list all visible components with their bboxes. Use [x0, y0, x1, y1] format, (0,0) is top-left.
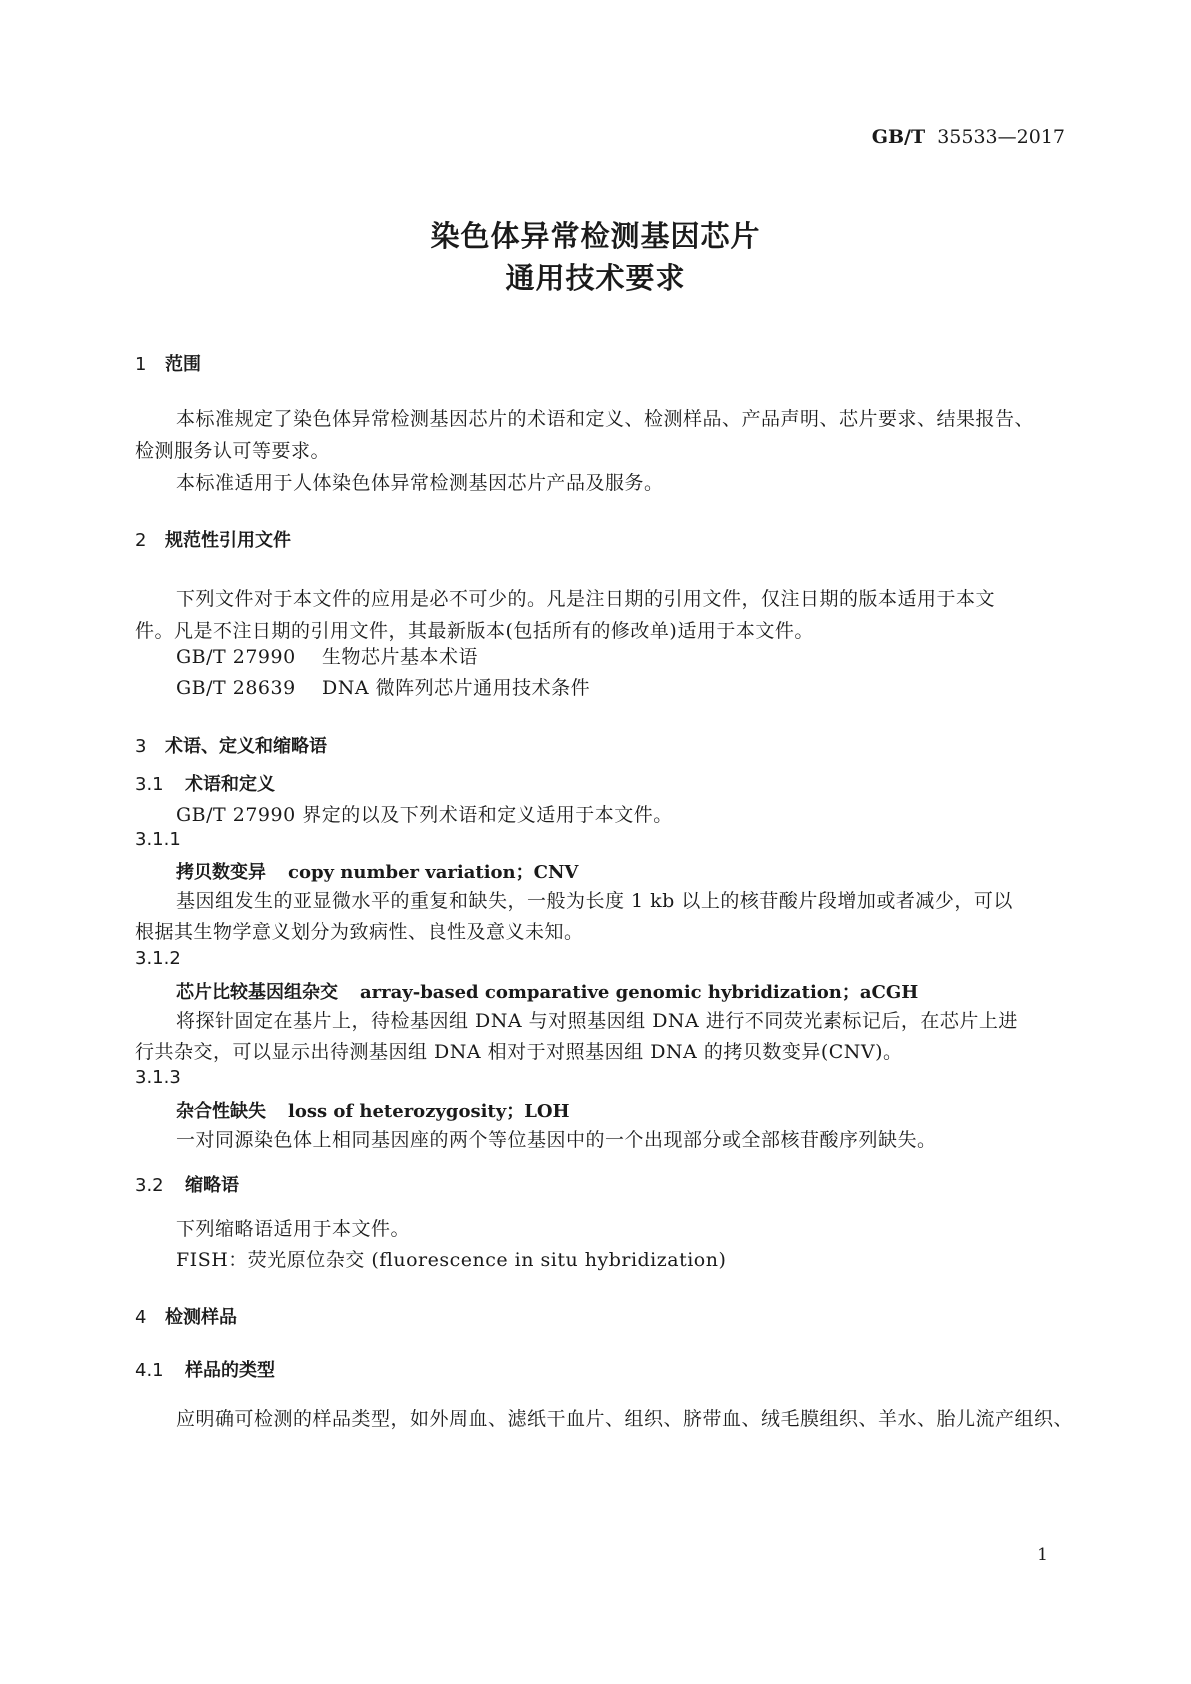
term-definition: 一对同源染色体上相同基因座的两个等位基因中的一个出现部分或全部核苷酸序列缺失。 [176, 1129, 937, 1151]
paragraph: GB/T 27990 界定的以及下列术语和定义适用于本文件。 [176, 804, 673, 826]
term-number: 3.1.3 [135, 1067, 181, 1088]
term-chinese: 拷贝数变异 [176, 862, 266, 883]
section-title: 术语、定义和缩略语 [165, 736, 327, 757]
term-definition: 将探针固定在基片上，待检基因组 DNA 与对照基因组 DNA 进行不同荧光素标记后，在芯片上进 [176, 1010, 1018, 1032]
section-title: 范围 [165, 354, 201, 375]
document-title-line2: 通用技术要求 [505, 261, 686, 295]
term-heading [176, 978, 918, 1004]
subsection-3-1-heading [135, 770, 275, 796]
term-definition: 行共杂交，可以显示出待测基因组 DNA 相对于对照基因组 DNA 的拷贝数变异(CNV)。 [135, 1041, 903, 1063]
subsection-number: 3.1 [135, 774, 164, 795]
paragraph: 本标准规定了染色体异常检测基因芯片的术语和定义、检测样品、产品声明、芯片要求、结果报告、 [176, 408, 1035, 430]
section-3-heading [135, 732, 327, 758]
standard-prefix: GB/T [871, 126, 926, 148]
section-number: 3 [135, 736, 147, 757]
section-2-heading [135, 526, 291, 552]
standard-code: 35533—2017 [937, 126, 1065, 148]
subsection-title: 术语和定义 [185, 774, 275, 795]
subsection-title: 缩略语 [185, 1175, 239, 1196]
section-number: 2 [135, 530, 147, 551]
paragraph: 下列文件对于本文件的应用是必不可少的。凡是注日期的引用文件，仅注日期的版本适用于本文 [176, 588, 996, 610]
section-number: 4 [135, 1307, 147, 1328]
paragraph: 本标准适用于人体染色体异常检测基因芯片产品及服务。 [176, 472, 664, 494]
abbreviation: FISH：荧光原位杂交 (fluorescence in situ hybridization) [176, 1249, 727, 1271]
section-1-heading [135, 350, 201, 376]
subsection-title: 样品的类型 [185, 1360, 275, 1381]
reference-title: 生物芯片基本术语 [322, 646, 479, 668]
subsection-number: 4.1 [135, 1360, 164, 1381]
term-heading [176, 1097, 570, 1123]
reference-title: DNA 微阵列芯片通用技术条件 [322, 677, 591, 699]
reference-code: GB/T 28639 [176, 677, 296, 699]
normative-reference [176, 673, 590, 700]
term-english: array-based comparative genomic hybridization；aCGH [360, 982, 919, 1003]
section-title: 规范性引用文件 [165, 530, 291, 551]
term-english: copy number variation；CNV [288, 862, 579, 883]
term-definition: 基因组发生的亚显微水平的重复和缺失，一般为长度 1 kb 以上的核苷酸片段增加或者减少，可以 [176, 890, 1013, 912]
term-heading [176, 858, 578, 884]
paragraph: 检测服务认可等要求。 [135, 440, 331, 462]
paragraph: 应明确可检测的样品类型，如外周血、滤纸干血片、组织、脐带血、绒毛膜组织、羊水、胎儿流产组织、 [176, 1408, 1074, 1430]
subsection-4-1-heading [135, 1356, 275, 1382]
term-chinese: 芯片比较基因组杂交 [176, 982, 338, 1003]
term-definition: 根据其生物学意义划分为致病性、良性及意义未知。 [135, 921, 584, 943]
section-number: 1 [135, 354, 147, 375]
term-number: 3.1.1 [135, 829, 181, 850]
term-number: 3.1.2 [135, 948, 181, 969]
reference-code: GB/T 27990 [176, 646, 296, 668]
subsection-3-2-heading [135, 1171, 239, 1197]
paragraph: 件。凡是不注日期的引用文件，其最新版本(包括所有的修改单)适用于本文件。 [135, 620, 814, 642]
term-chinese: 杂合性缺失 [176, 1101, 266, 1122]
paragraph: 下列缩略语适用于本文件。 [176, 1218, 411, 1240]
page-number: 1 [1037, 1545, 1048, 1565]
section-4-heading [135, 1303, 237, 1329]
document-title-line1: 染色体异常检测基因芯片 [430, 219, 761, 253]
section-title: 检测样品 [165, 1307, 237, 1328]
term-english: loss of heterozygosity；LOH [288, 1101, 570, 1122]
subsection-number: 3.2 [135, 1175, 164, 1196]
normative-reference [176, 642, 478, 669]
standard-number [872, 126, 1065, 148]
